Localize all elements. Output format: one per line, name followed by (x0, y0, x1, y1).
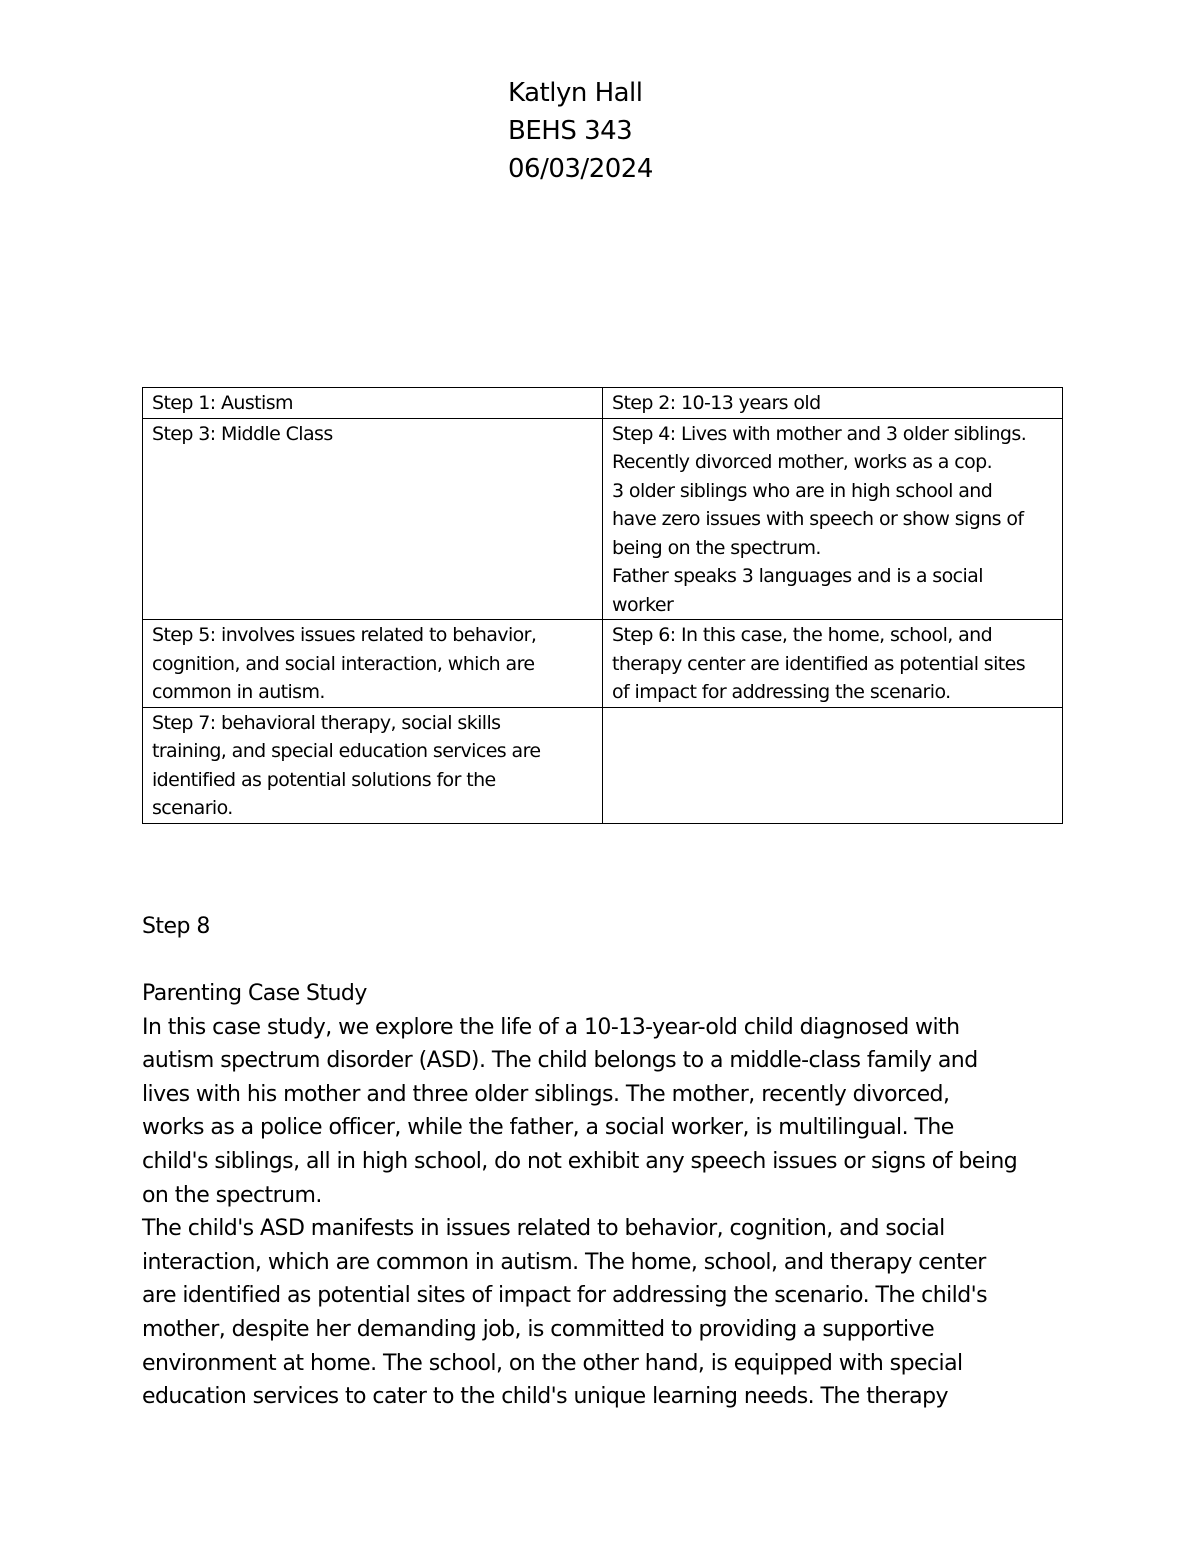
table-cell-left (143, 388, 603, 419)
steps-table-body (143, 388, 1063, 824)
case-study-title: Parenting Case Study (142, 981, 367, 1006)
table-cell-right (603, 707, 1063, 823)
paragraph-line: education services to cater to the child's unique learning needs. The therapy (142, 1384, 948, 1410)
course-code: BEHS 343 (508, 116, 633, 146)
cell-text-line: of impact for addressing the scenario. (612, 681, 951, 703)
cell-text-line: identified as potential solutions for the (152, 768, 496, 791)
paragraph-line: interaction, which are common in autism. The home, school, and therapy center (142, 1249, 986, 1275)
cell-text-line: Step 6: In this case, the home, school, and (612, 624, 993, 646)
table-cell-right (603, 388, 1063, 419)
table-row (143, 707, 1063, 823)
paragraph-line: lives with his mother and three older siblings. The mother, recently divorced, (142, 1081, 950, 1107)
paragraph-line: autism spectrum disorder (ASD). The child belongs to a middle-class family and (142, 1048, 978, 1074)
cell-text-line: being on the spectrum. (612, 536, 821, 559)
cell-text-line: Step 1: Austism (152, 392, 293, 414)
table-cell-right (603, 620, 1063, 708)
table-row (143, 388, 1063, 419)
document-header (508, 74, 653, 188)
table-row (143, 418, 1063, 620)
paragraph-line: works as a police officer, while the father, a social worker, is multilingual. The (142, 1115, 954, 1141)
cell-text-line: 3 older siblings who are in high school and (612, 479, 993, 502)
cell-text-line: Step 4: Lives with mother and 3 older siblings. (612, 422, 1027, 445)
paragraph-line: environment at home. The school, on the other hand, is equipped with special (142, 1350, 963, 1376)
cell-text-line: worker (612, 593, 674, 616)
cell-text-line: common in autism. (152, 681, 325, 703)
table-cell-left (143, 620, 603, 708)
case-study-paragraph (142, 1011, 1082, 1414)
cell-text-line: scenario. (152, 797, 233, 819)
table-row (143, 620, 1063, 708)
cell-text-line: cognition, and social interaction, which are (152, 652, 535, 675)
cell-text-line: Step 3: Middle Class (152, 422, 333, 445)
cell-text-line: training, and special education services are (152, 740, 541, 762)
paragraph-line: on the spectrum. (142, 1182, 322, 1208)
paragraph-line: The child's ASD manifests in issues related to behavior, cognition, and social (142, 1216, 945, 1242)
case-study-body (142, 977, 1082, 1414)
cell-text-line: Father speaks 3 languages and is a social (612, 565, 983, 587)
step8-heading: Step 8 (142, 914, 210, 939)
paragraph-line: are identified as potential sites of impact for addressing the scenario. The child's (142, 1283, 988, 1309)
cell-text-line: Step 7: behavioral therapy, social skills (152, 711, 501, 734)
paragraph-line: In this case study, we explore the life of a 10-13-year-old child diagnosed with (142, 1014, 960, 1040)
cell-text-line: therapy center are identified as potential sites (612, 652, 1026, 675)
author-name: Katlyn Hall (508, 78, 643, 108)
cell-text-line: Step 5: involves issues related to behavior, (152, 624, 537, 646)
document-date: 06/03/2024 (508, 154, 653, 184)
paragraph-line: mother, despite her demanding job, is committed to providing a supportive (142, 1316, 935, 1342)
steps-table (142, 387, 1063, 824)
cell-text-line: have zero issues with speech or show signs of (612, 508, 1024, 530)
cell-text-line: Step 2: 10-13 years old (612, 392, 821, 414)
cell-text-line: Recently divorced mother, works as a cop. (612, 451, 993, 473)
table-cell-left (143, 707, 603, 823)
paragraph-line: child's siblings, all in high school, do not exhibit any speech issues or signs of being (142, 1148, 1018, 1174)
table-cell-left (143, 418, 603, 620)
table-cell-right (603, 418, 1063, 620)
